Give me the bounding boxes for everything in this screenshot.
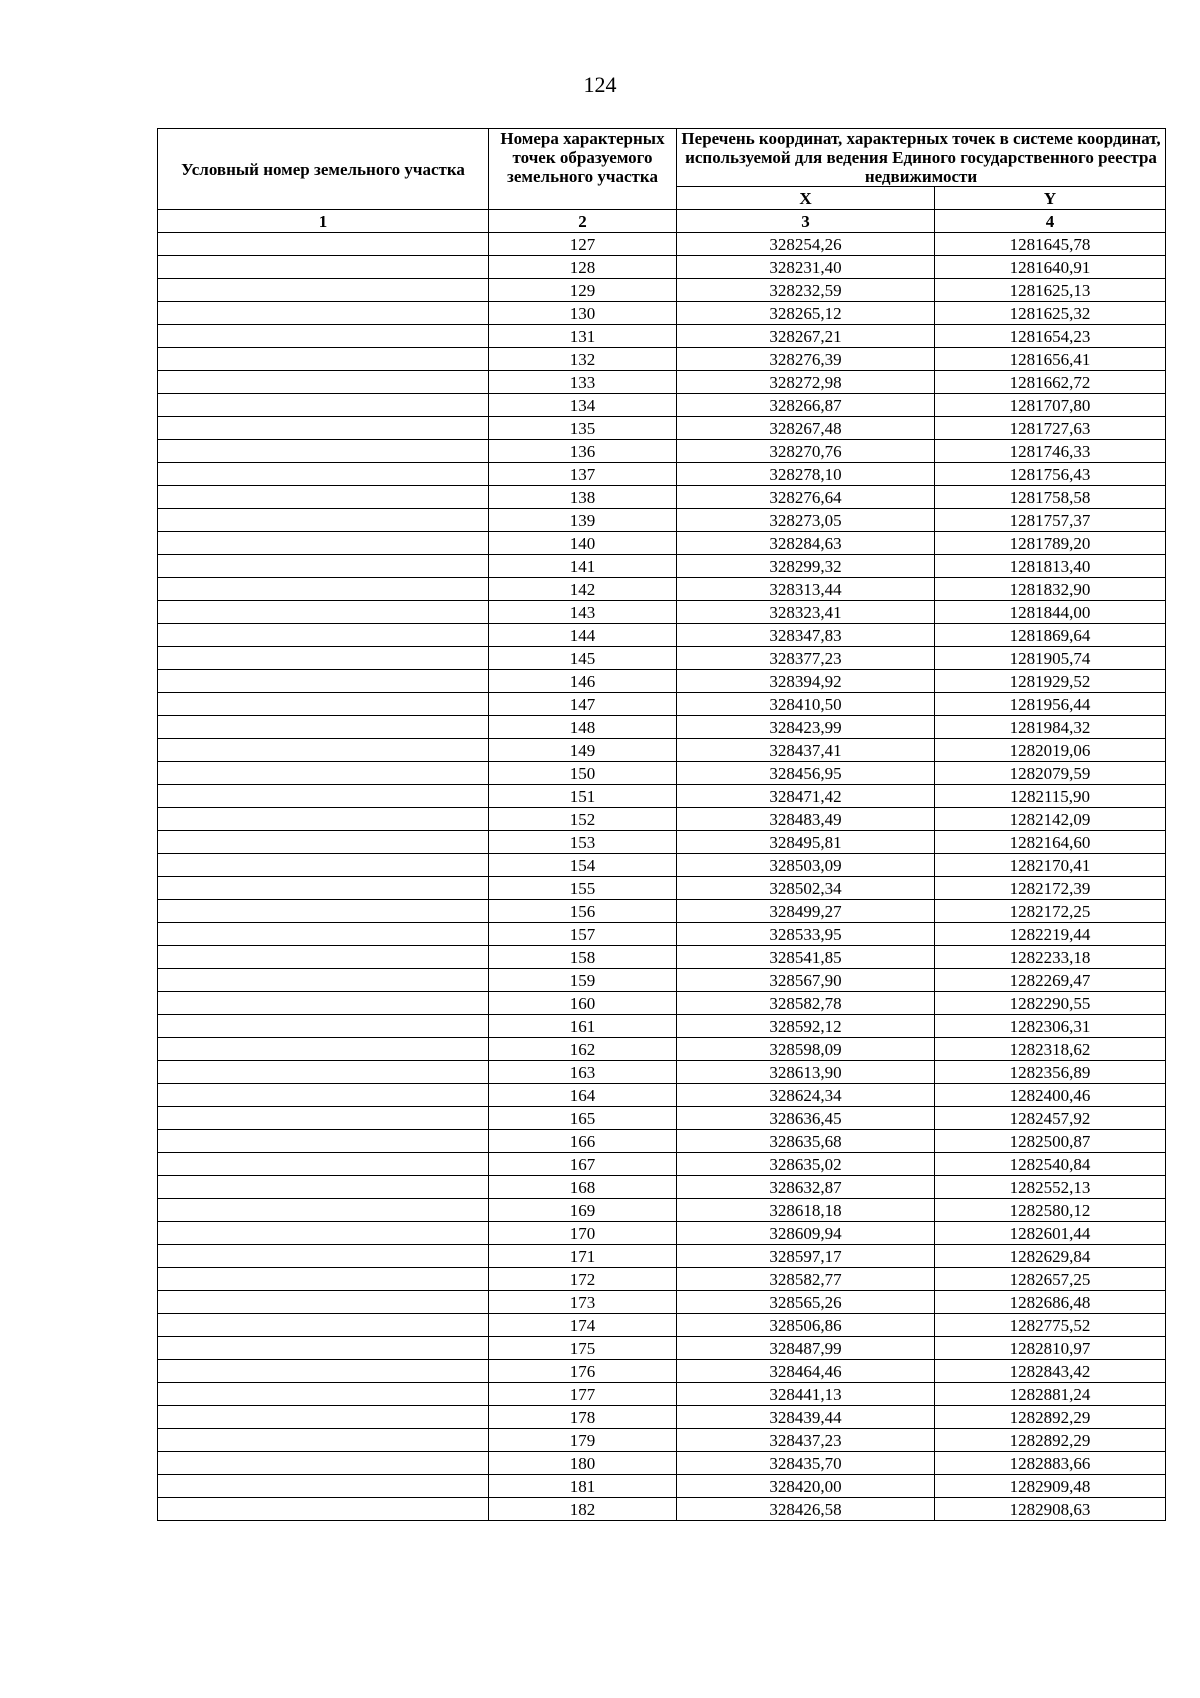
table-row — [158, 1314, 1166, 1337]
point-number-cell: 154 — [489, 854, 677, 877]
y-coordinate-cell: 1281707,80 — [935, 394, 1166, 417]
y-coordinate-cell: 1281832,90 — [935, 578, 1166, 601]
parcel-cell — [158, 394, 489, 417]
y-coordinate-cell: 1282079,59 — [935, 762, 1166, 785]
table-row — [158, 440, 1166, 463]
table-row — [158, 923, 1166, 946]
x-coordinate-cell: 328423,99 — [677, 716, 935, 739]
parcel-cell — [158, 601, 489, 624]
parcel-cell — [158, 808, 489, 831]
y-coordinate-cell: 1281645,78 — [935, 233, 1166, 256]
table-row — [158, 693, 1166, 716]
x-coordinate-cell: 328323,41 — [677, 601, 935, 624]
point-number-cell: 151 — [489, 785, 677, 808]
parcel-cell — [158, 325, 489, 348]
x-coordinate-cell: 328636,45 — [677, 1107, 935, 1130]
point-number-cell: 141 — [489, 555, 677, 578]
x-coordinate-cell: 328441,13 — [677, 1383, 935, 1406]
table-row — [158, 555, 1166, 578]
parcel-cell — [158, 1475, 489, 1498]
y-coordinate-cell: 1282457,92 — [935, 1107, 1166, 1130]
x-coordinate-cell: 328471,42 — [677, 785, 935, 808]
y-coordinate-cell: 1282318,62 — [935, 1038, 1166, 1061]
point-number-cell: 181 — [489, 1475, 677, 1498]
parcel-cell — [158, 1268, 489, 1291]
x-coordinate-cell: 328613,90 — [677, 1061, 935, 1084]
x-coordinate-cell: 328499,27 — [677, 900, 935, 923]
y-coordinate-cell: 1282172,39 — [935, 877, 1166, 900]
x-coordinate-cell: 328456,95 — [677, 762, 935, 785]
parcel-cell — [158, 831, 489, 854]
x-coordinate-cell: 328437,41 — [677, 739, 935, 762]
point-number-cell: 134 — [489, 394, 677, 417]
y-coordinate-cell: 1281757,37 — [935, 509, 1166, 532]
point-number-cell: 176 — [489, 1360, 677, 1383]
header-coordinates: Перечень координат, характерных точек в системе координат, используемой для ведения Единого государственного реестра недвижимости — [677, 129, 1166, 187]
y-coordinate-cell: 1282657,25 — [935, 1268, 1166, 1291]
x-coordinate-cell: 328232,59 — [677, 279, 935, 302]
x-coordinate-cell: 328420,00 — [677, 1475, 935, 1498]
x-coordinate-cell: 328266,87 — [677, 394, 935, 417]
point-number-cell: 140 — [489, 532, 677, 555]
parcel-cell — [158, 509, 489, 532]
parcel-cell — [158, 969, 489, 992]
y-coordinate-cell: 1282019,06 — [935, 739, 1166, 762]
parcel-cell — [158, 1429, 489, 1452]
table-row — [158, 486, 1166, 509]
parcel-cell — [158, 716, 489, 739]
parcel-cell — [158, 900, 489, 923]
parcel-cell — [158, 302, 489, 325]
x-coordinate-cell: 328265,12 — [677, 302, 935, 325]
table-row — [158, 647, 1166, 670]
x-coordinate-cell: 328506,86 — [677, 1314, 935, 1337]
x-coordinate-cell: 328439,44 — [677, 1406, 935, 1429]
parcel-cell — [158, 923, 489, 946]
y-coordinate-cell: 1282601,44 — [935, 1222, 1166, 1245]
x-coordinate-cell: 328284,63 — [677, 532, 935, 555]
point-number-cell: 144 — [489, 624, 677, 647]
header-point-numbers: Номера характерных точек образуемого земельного участка — [489, 129, 677, 210]
header-y: Y — [935, 187, 1166, 210]
table-row — [158, 1406, 1166, 1429]
parcel-cell — [158, 1084, 489, 1107]
x-coordinate-cell: 328582,77 — [677, 1268, 935, 1291]
parcel-cell — [158, 417, 489, 440]
y-coordinate-cell: 1281662,72 — [935, 371, 1166, 394]
table-row — [158, 532, 1166, 555]
table-row — [158, 1153, 1166, 1176]
table-row — [158, 854, 1166, 877]
table-row — [158, 233, 1166, 256]
table-row — [158, 279, 1166, 302]
table-row — [158, 371, 1166, 394]
x-coordinate-cell: 328267,48 — [677, 417, 935, 440]
parcel-cell — [158, 1199, 489, 1222]
y-coordinate-cell: 1281654,23 — [935, 325, 1166, 348]
y-coordinate-cell: 1281756,43 — [935, 463, 1166, 486]
parcel-cell — [158, 279, 489, 302]
parcel-cell — [158, 670, 489, 693]
x-coordinate-cell: 328503,09 — [677, 854, 935, 877]
y-coordinate-cell: 1281625,13 — [935, 279, 1166, 302]
point-number-cell: 175 — [489, 1337, 677, 1360]
y-coordinate-cell: 1282810,97 — [935, 1337, 1166, 1360]
x-coordinate-cell: 328635,68 — [677, 1130, 935, 1153]
parcel-cell — [158, 877, 489, 900]
table-row — [158, 1245, 1166, 1268]
point-number-cell: 133 — [489, 371, 677, 394]
parcel-cell — [158, 1360, 489, 1383]
y-coordinate-cell: 1282909,48 — [935, 1475, 1166, 1498]
x-coordinate-cell: 328347,83 — [677, 624, 935, 647]
point-number-cell: 180 — [489, 1452, 677, 1475]
x-coordinate-cell: 328437,23 — [677, 1429, 935, 1452]
y-coordinate-cell: 1281869,64 — [935, 624, 1166, 647]
table-row — [158, 463, 1166, 486]
parcel-cell — [158, 762, 489, 785]
parcel-cell — [158, 1038, 489, 1061]
point-number-cell: 142 — [489, 578, 677, 601]
table-row — [158, 601, 1166, 624]
point-number-cell: 174 — [489, 1314, 677, 1337]
table-row — [158, 1222, 1166, 1245]
x-coordinate-cell: 328495,81 — [677, 831, 935, 854]
x-coordinate-cell: 328231,40 — [677, 256, 935, 279]
table-row — [158, 1015, 1166, 1038]
y-coordinate-cell: 1281746,33 — [935, 440, 1166, 463]
column-number-3: 3 — [677, 210, 935, 233]
point-number-cell: 182 — [489, 1498, 677, 1521]
y-coordinate-cell: 1281905,74 — [935, 647, 1166, 670]
x-coordinate-cell: 328273,05 — [677, 509, 935, 532]
table-row — [158, 739, 1166, 762]
point-number-cell: 164 — [489, 1084, 677, 1107]
table-row — [158, 1084, 1166, 1107]
table-row — [158, 1360, 1166, 1383]
y-coordinate-cell: 1282686,48 — [935, 1291, 1166, 1314]
parcel-cell — [158, 647, 489, 670]
point-number-cell: 145 — [489, 647, 677, 670]
point-number-cell: 153 — [489, 831, 677, 854]
x-coordinate-cell: 328541,85 — [677, 946, 935, 969]
x-coordinate-cell: 328270,76 — [677, 440, 935, 463]
y-coordinate-cell: 1282908,63 — [935, 1498, 1166, 1521]
point-number-cell: 157 — [489, 923, 677, 946]
header-x: X — [677, 187, 935, 210]
parcel-cell — [158, 1176, 489, 1199]
y-coordinate-cell: 1281844,00 — [935, 601, 1166, 624]
point-number-cell: 167 — [489, 1153, 677, 1176]
table-row — [158, 1176, 1166, 1199]
y-coordinate-cell: 1282400,46 — [935, 1084, 1166, 1107]
table-row — [158, 969, 1166, 992]
table-row — [158, 1061, 1166, 1084]
x-coordinate-cell: 328377,23 — [677, 647, 935, 670]
parcel-cell — [158, 854, 489, 877]
x-coordinate-cell: 328435,70 — [677, 1452, 935, 1475]
point-number-cell: 171 — [489, 1245, 677, 1268]
table-row — [158, 1268, 1166, 1291]
parcel-cell — [158, 624, 489, 647]
y-coordinate-cell: 1282843,42 — [935, 1360, 1166, 1383]
point-number-cell: 177 — [489, 1383, 677, 1406]
table-row — [158, 578, 1166, 601]
table-row — [158, 394, 1166, 417]
x-coordinate-cell: 328313,44 — [677, 578, 935, 601]
table-row — [158, 1199, 1166, 1222]
table-row — [158, 762, 1166, 785]
y-coordinate-cell: 1282775,52 — [935, 1314, 1166, 1337]
table-row — [158, 302, 1166, 325]
point-number-cell: 138 — [489, 486, 677, 509]
parcel-cell — [158, 440, 489, 463]
point-number-cell: 150 — [489, 762, 677, 785]
parcel-cell — [158, 463, 489, 486]
table-row — [158, 1038, 1166, 1061]
table-row — [158, 900, 1166, 923]
point-number-cell: 130 — [489, 302, 677, 325]
parcel-cell — [158, 1314, 489, 1337]
point-number-cell: 169 — [489, 1199, 677, 1222]
point-number-cell: 170 — [489, 1222, 677, 1245]
parcel-cell — [158, 256, 489, 279]
table-row — [158, 417, 1166, 440]
table-body — [158, 233, 1166, 1521]
y-coordinate-cell: 1281640,91 — [935, 256, 1166, 279]
column-number-2: 2 — [489, 210, 677, 233]
parcel-cell — [158, 1245, 489, 1268]
point-number-cell: 148 — [489, 716, 677, 739]
parcel-cell — [158, 1452, 489, 1475]
table-row — [158, 1475, 1166, 1498]
point-number-cell: 155 — [489, 877, 677, 900]
point-number-cell: 149 — [489, 739, 677, 762]
point-number-cell: 156 — [489, 900, 677, 923]
table-row — [158, 256, 1166, 279]
table-row — [158, 831, 1166, 854]
y-coordinate-cell: 1281727,63 — [935, 417, 1166, 440]
x-coordinate-cell: 328609,94 — [677, 1222, 935, 1245]
parcel-cell — [158, 1291, 489, 1314]
x-coordinate-cell: 328276,64 — [677, 486, 935, 509]
y-coordinate-cell: 1282115,90 — [935, 785, 1166, 808]
y-coordinate-cell: 1282164,60 — [935, 831, 1166, 854]
point-number-cell: 136 — [489, 440, 677, 463]
coordinates-table — [157, 128, 1166, 1521]
x-coordinate-cell: 328618,18 — [677, 1199, 935, 1222]
parcel-cell — [158, 1406, 489, 1429]
point-number-cell: 178 — [489, 1406, 677, 1429]
x-coordinate-cell: 328598,09 — [677, 1038, 935, 1061]
parcel-cell — [158, 1222, 489, 1245]
table-row — [158, 1130, 1166, 1153]
table-row — [158, 946, 1166, 969]
point-number-cell: 137 — [489, 463, 677, 486]
table-row — [158, 348, 1166, 371]
table-row — [158, 877, 1166, 900]
point-number-cell: 165 — [489, 1107, 677, 1130]
y-coordinate-cell: 1281956,44 — [935, 693, 1166, 716]
parcel-cell — [158, 348, 489, 371]
table-row — [158, 1452, 1166, 1475]
parcel-cell — [158, 233, 489, 256]
y-coordinate-cell: 1282892,29 — [935, 1429, 1166, 1452]
y-coordinate-cell: 1282290,55 — [935, 992, 1166, 1015]
point-number-cell: 163 — [489, 1061, 677, 1084]
y-coordinate-cell: 1282540,84 — [935, 1153, 1166, 1176]
y-coordinate-cell: 1282580,12 — [935, 1199, 1166, 1222]
parcel-cell — [158, 1153, 489, 1176]
table-row — [158, 624, 1166, 647]
y-coordinate-cell: 1281656,41 — [935, 348, 1166, 371]
x-coordinate-cell: 328597,17 — [677, 1245, 935, 1268]
column-number-1: 1 — [158, 210, 489, 233]
x-coordinate-cell: 328299,32 — [677, 555, 935, 578]
y-coordinate-cell: 1281758,58 — [935, 486, 1166, 509]
column-number-4: 4 — [935, 210, 1166, 233]
parcel-cell — [158, 693, 489, 716]
point-number-cell: 168 — [489, 1176, 677, 1199]
y-coordinate-cell: 1282170,41 — [935, 854, 1166, 877]
point-number-cell: 173 — [489, 1291, 677, 1314]
y-coordinate-cell: 1281929,52 — [935, 670, 1166, 693]
table-row — [158, 1337, 1166, 1360]
x-coordinate-cell: 328278,10 — [677, 463, 935, 486]
table-row — [158, 1107, 1166, 1130]
point-number-cell: 147 — [489, 693, 677, 716]
y-coordinate-cell: 1282269,47 — [935, 969, 1166, 992]
x-coordinate-cell: 328502,34 — [677, 877, 935, 900]
y-coordinate-cell: 1282172,25 — [935, 900, 1166, 923]
point-number-cell: 159 — [489, 969, 677, 992]
y-coordinate-cell: 1282219,44 — [935, 923, 1166, 946]
y-coordinate-cell: 1282892,29 — [935, 1406, 1166, 1429]
y-coordinate-cell: 1282356,89 — [935, 1061, 1166, 1084]
table-row — [158, 1291, 1166, 1314]
y-coordinate-cell: 1281625,32 — [935, 302, 1166, 325]
point-number-cell: 179 — [489, 1429, 677, 1452]
y-coordinate-cell: 1281984,32 — [935, 716, 1166, 739]
x-coordinate-cell: 328276,39 — [677, 348, 935, 371]
point-number-cell: 127 — [489, 233, 677, 256]
table-row — [158, 716, 1166, 739]
x-coordinate-cell: 328272,98 — [677, 371, 935, 394]
parcel-cell — [158, 1015, 489, 1038]
parcel-cell — [158, 1061, 489, 1084]
header-parcel-number: Условный номер земельного участка — [158, 129, 489, 210]
parcel-cell — [158, 1383, 489, 1406]
point-number-cell: 160 — [489, 992, 677, 1015]
parcel-cell — [158, 555, 489, 578]
point-number-cell: 152 — [489, 808, 677, 831]
y-coordinate-cell: 1282881,24 — [935, 1383, 1166, 1406]
y-coordinate-cell: 1281789,20 — [935, 532, 1166, 555]
x-coordinate-cell: 328565,26 — [677, 1291, 935, 1314]
x-coordinate-cell: 328394,92 — [677, 670, 935, 693]
parcel-cell — [158, 946, 489, 969]
point-number-cell: 158 — [489, 946, 677, 969]
parcel-cell — [158, 992, 489, 1015]
point-number-cell: 143 — [489, 601, 677, 624]
page-number: 124 — [583, 72, 617, 97]
x-coordinate-cell: 328464,46 — [677, 1360, 935, 1383]
table-row — [158, 325, 1166, 348]
parcel-cell — [158, 1107, 489, 1130]
x-coordinate-cell: 328426,58 — [677, 1498, 935, 1521]
point-number-cell: 131 — [489, 325, 677, 348]
point-number-cell: 135 — [489, 417, 677, 440]
point-number-cell: 146 — [489, 670, 677, 693]
table-row — [158, 509, 1166, 532]
parcel-cell — [158, 1498, 489, 1521]
point-number-cell: 129 — [489, 279, 677, 302]
point-number-cell: 128 — [489, 256, 677, 279]
x-coordinate-cell: 328487,99 — [677, 1337, 935, 1360]
x-coordinate-cell: 328483,49 — [677, 808, 935, 831]
parcel-cell — [158, 578, 489, 601]
y-coordinate-cell: 1282306,31 — [935, 1015, 1166, 1038]
point-number-cell: 132 — [489, 348, 677, 371]
parcel-cell — [158, 785, 489, 808]
table-row — [158, 670, 1166, 693]
parcel-cell — [158, 532, 489, 555]
table-row — [158, 785, 1166, 808]
table-row — [158, 992, 1166, 1015]
x-coordinate-cell: 328582,78 — [677, 992, 935, 1015]
table-row — [158, 1383, 1166, 1406]
y-coordinate-cell: 1281813,40 — [935, 555, 1166, 578]
point-number-cell: 161 — [489, 1015, 677, 1038]
parcel-cell — [158, 371, 489, 394]
table-row — [158, 1498, 1166, 1521]
x-coordinate-cell: 328624,34 — [677, 1084, 935, 1107]
y-coordinate-cell: 1282883,66 — [935, 1452, 1166, 1475]
x-coordinate-cell: 328254,26 — [677, 233, 935, 256]
parcel-cell — [158, 739, 489, 762]
point-number-cell: 139 — [489, 509, 677, 532]
x-coordinate-cell: 328635,02 — [677, 1153, 935, 1176]
point-number-cell: 172 — [489, 1268, 677, 1291]
y-coordinate-cell: 1282552,13 — [935, 1176, 1166, 1199]
parcel-cell — [158, 1130, 489, 1153]
x-coordinate-cell: 328410,50 — [677, 693, 935, 716]
x-coordinate-cell: 328592,12 — [677, 1015, 935, 1038]
parcel-cell — [158, 486, 489, 509]
x-coordinate-cell: 328567,90 — [677, 969, 935, 992]
parcel-cell — [158, 1337, 489, 1360]
point-number-cell: 166 — [489, 1130, 677, 1153]
table-row — [158, 808, 1166, 831]
x-coordinate-cell: 328533,95 — [677, 923, 935, 946]
y-coordinate-cell: 1282142,09 — [935, 808, 1166, 831]
point-number-cell: 162 — [489, 1038, 677, 1061]
x-coordinate-cell: 328632,87 — [677, 1176, 935, 1199]
table-row — [158, 1429, 1166, 1452]
x-coordinate-cell: 328267,21 — [677, 325, 935, 348]
y-coordinate-cell: 1282629,84 — [935, 1245, 1166, 1268]
y-coordinate-cell: 1282233,18 — [935, 946, 1166, 969]
y-coordinate-cell: 1282500,87 — [935, 1130, 1166, 1153]
